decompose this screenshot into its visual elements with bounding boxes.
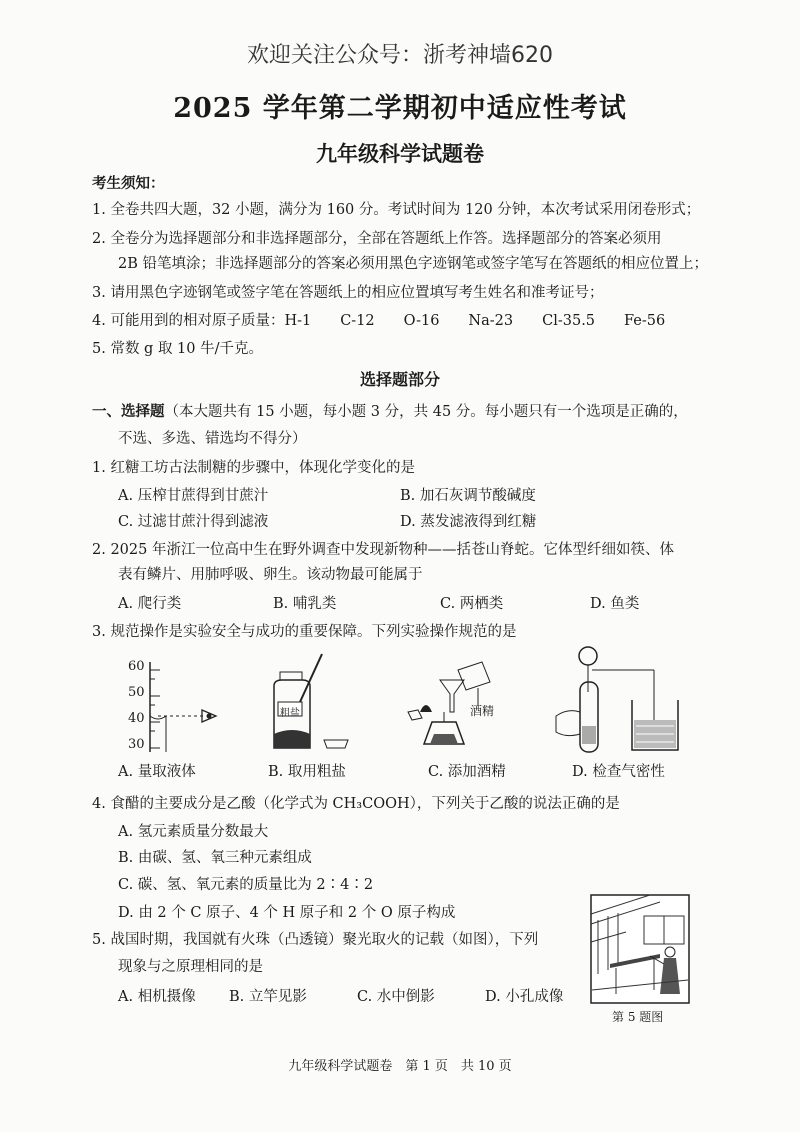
q5-option-c: C. 水中倒影 (357, 989, 435, 1005)
part-desc-cont: 不选、多选、错选均不得分） (118, 431, 307, 447)
fire-lens-woodcut-figure (590, 894, 690, 1004)
q2-stem-cont: 表有鳞片、用肺呼吸、卵生。该动物最可能属于 (118, 567, 423, 583)
tick-60: 60 (128, 659, 145, 674)
notice-item-2: 2. 全卷分为选择题部分和非选择题部分，全部在答题纸上作答。选择题部分的答案必须用 (92, 231, 662, 247)
q3-option-a: A. 量取液体 (118, 764, 196, 780)
q4-option-c: C. 碳、氢、氧元素的质量比为 2∶4∶2 (118, 877, 374, 893)
q3-stem: 3. 规范操作是实验安全与成功的重要保障。下列实验操作规范的是 (92, 624, 517, 640)
airtightness-figure (548, 642, 690, 756)
q3-option-d: D. 检查气密性 (572, 764, 665, 780)
tick-30: 30 (128, 737, 145, 752)
q1-option-b: B. 加石灰调节酸碱度 (400, 488, 536, 504)
q4-option-b: B. 由碳、氢、氧三种元素组成 (118, 850, 312, 866)
notice-item-5: 5. 常数 g 取 10 牛/千克。 (92, 341, 263, 357)
q5-option-a: A. 相机摄像 (118, 989, 196, 1005)
q5-stem: 5. 战国时期，我国就有火珠（凸透镜）聚光取火的记载（如图），下列 (92, 932, 539, 948)
part-desc: （本大题共有 15 小题，每小题 3 分，共 45 分。每小题只有一个选项是正确的， (164, 404, 688, 420)
q2-stem: 2. 2025 年浙江一位高中生在野外调查中发现新物种——括苍山脊蛇。它体型纤细如筷、体 (92, 542, 674, 558)
q1-option-d: D. 蒸发滤液得到红糖 (400, 514, 537, 530)
notice-item-1: 1. 全卷共四大题，32 小题，满分为 160 分。考试时间为 120 分钟，本次考试采用闭卷形式； (92, 202, 701, 218)
promo-text: 欢迎关注公众号：浙考神墙620 (247, 43, 553, 68)
tick-40: 40 (128, 711, 145, 726)
q2-option-c: C. 两栖类 (440, 596, 504, 612)
tick-50: 50 (128, 685, 145, 700)
notice-heading: 考生须知： (92, 175, 165, 192)
notice-item-3: 3. 请用黑色字迹钢笔或签字笔在答题纸上的相应位置填写考生姓名和准考证号； (92, 285, 604, 301)
q3-option-c: C. 添加酒精 (428, 764, 506, 780)
q4-stem: 4. 食醋的主要成分是乙酸（化学式为 CH₃COOH），下列关于乙酸的说法正确的是 (92, 796, 620, 812)
q5-figure-caption: 第 5 题图 (612, 1010, 664, 1024)
q1-option-c: C. 过滤甘蔗汁得到滤液 (118, 514, 269, 530)
exam-title: 2025 学年第二学期初中适应性考试 (173, 93, 627, 124)
q4-option-d: D. 由 2 个 C 原子、4 个 H 原子和 2 个 O 原子构成 (118, 905, 456, 921)
part-label: 一、选择题 (92, 403, 165, 420)
q3-option-b: B. 取用粗盐 (268, 764, 346, 780)
exam-subtitle: 九年级科学试题卷 (316, 141, 484, 166)
page-footer: 九年级科学试题卷 第 1 页 共 10 页 (288, 1059, 512, 1074)
salt-jar-figure (262, 652, 362, 756)
notice-item-4: 4. 可能用到的相对原子质量：H-1 C-12 O-16 Na-23 Cl-35.5 Fe-56 (92, 313, 666, 329)
q4-option-a: A. 氢元素质量分数最大 (118, 824, 269, 840)
notice-item-2-cont: 2B 铅笔填涂；非选择题部分的答案必须用黑色字迹钢笔或签字笔写在答题纸的相应位置上； (118, 256, 708, 272)
jar-label: 粗盐 (280, 708, 300, 719)
q5-option-b: B. 立竿见影 (229, 989, 307, 1005)
q5-stem-cont: 现象与之原理相同的是 (118, 959, 263, 975)
q2-option-b: B. 哺乳类 (273, 596, 337, 612)
q2-option-d: D. 鱼类 (590, 596, 640, 612)
bottle-label: 酒精 (470, 704, 495, 718)
q1-option-a: A. 压榨甘蔗得到甘蔗汁 (118, 488, 269, 504)
q5-option-d: D. 小孔成像 (485, 989, 564, 1005)
q1-stem: 1. 红糖工坊古法制糖的步骤中，体现化学变化的是 (92, 460, 415, 476)
section-title: 选择题部分 (359, 370, 440, 389)
q2-option-a: A. 爬行类 (118, 596, 182, 612)
